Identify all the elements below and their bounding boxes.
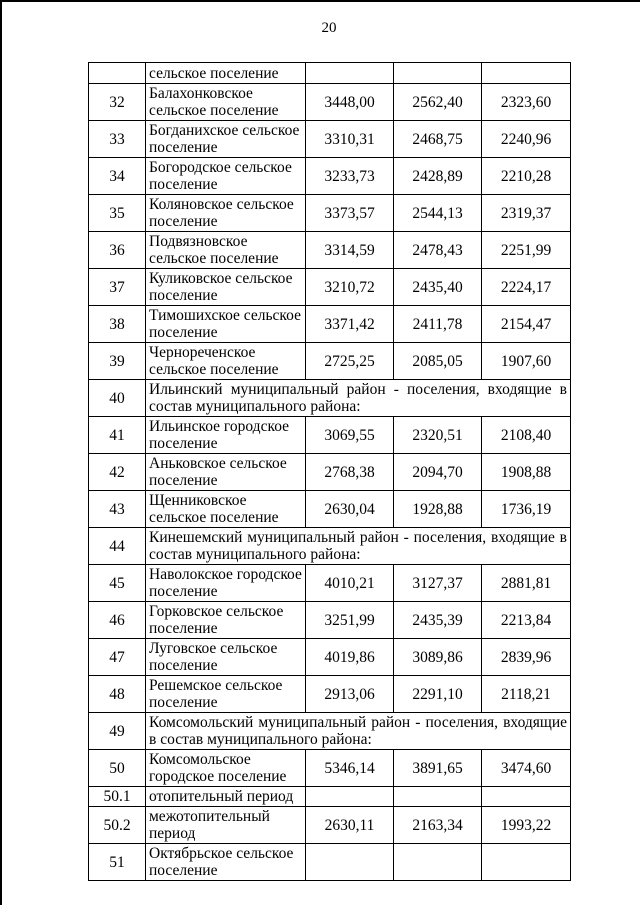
tariff-value-cell: 2118,21 [482,676,571,713]
settlement-name-cell: Комсомольское городское поселение [146,750,306,787]
tariff-value-cell: 2435,40 [394,269,482,306]
table-row [89,121,571,158]
tariff-value-cell: 2291,10 [394,676,482,713]
tariff-table-body [89,63,571,881]
scan-border-top [0,0,640,2]
table-row [89,232,571,269]
tariff-value-cell: 2630,04 [306,491,394,528]
table-row [89,343,571,380]
tariff-value-cell: 2562,40 [394,84,482,121]
settlement-name-cell: сельское поселение [146,63,306,84]
row-number-cell: 35 [89,195,146,232]
district-header-cell: Комсомольский муниципальный район - поселения, входящие в состав муниципального района: [146,713,571,750]
settlement-name-cell: межотопительный период [146,807,306,844]
settlement-name-cell: Тимошихское сельское поселение [146,306,306,343]
district-header-row [89,380,571,417]
settlement-name-cell: Горковское сельское поселение [146,602,306,639]
tariff-value-cell: 1907,60 [482,343,571,380]
row-number-cell: 43 [89,491,146,528]
table-row [89,269,571,306]
row-number-cell [89,63,146,84]
tariff-value-cell: 2085,05 [394,343,482,380]
settlement-name-cell: Октябрьское сельское поселение [146,844,306,881]
row-number-cell: 48 [89,676,146,713]
tariff-value-cell [482,63,571,84]
tariff-value-cell: 1908,88 [482,454,571,491]
settlement-name-cell: отопительный период [146,787,306,807]
table-row [89,676,571,713]
tariff-value-cell: 2094,70 [394,454,482,491]
row-number-cell: 47 [89,639,146,676]
table-row [89,454,571,491]
tariff-value-cell: 4019,86 [306,639,394,676]
tariff-value-cell: 2435,39 [394,602,482,639]
table-row [89,807,571,844]
tariff-value-cell: 3251,99 [306,602,394,639]
table-row [89,750,571,787]
row-number-cell: 50.2 [89,807,146,844]
tariff-value-cell: 5346,14 [306,750,394,787]
row-number-cell: 34 [89,158,146,195]
district-header-cell: Ильинский муниципальный район - поселения, входящие в состав муниципального района: [146,380,571,417]
row-number-cell: 36 [89,232,146,269]
settlement-name-cell: Богданихское сельское поселение [146,121,306,158]
row-number-cell: 51 [89,844,146,881]
tariff-value-cell: 2323,60 [482,84,571,121]
tariff-value-cell [306,844,394,881]
settlement-name-cell: Наволокское городское поселение [146,565,306,602]
row-number-cell: 37 [89,269,146,306]
tariff-value-cell: 2411,78 [394,306,482,343]
tariff-value-cell [306,63,394,84]
tariff-value-cell: 3089,86 [394,639,482,676]
tariff-value-cell: 2154,47 [482,306,571,343]
tariff-value-cell: 1736,19 [482,491,571,528]
tariff-value-cell: 2630,11 [306,807,394,844]
settlement-name-cell: Решемское сельское поселение [146,676,306,713]
page-number: 20 [321,20,337,36]
tariff-value-cell: 2544,13 [394,195,482,232]
tariff-value-cell [394,63,482,84]
tariff-value-cell [394,844,482,881]
settlement-name-cell: Чернореченское сельское поселение [146,343,306,380]
tariff-value-cell: 2320,51 [394,417,482,454]
tariff-value-cell [482,844,571,881]
row-number-cell: 46 [89,602,146,639]
tariff-value-cell: 2881,81 [482,565,571,602]
row-number-cell: 41 [89,417,146,454]
settlement-name-cell: Подвязновское сельское поселение [146,232,306,269]
tariff-value-cell: 3127,37 [394,565,482,602]
row-number-cell: 44 [89,528,146,565]
table-row [89,844,571,881]
row-number-cell: 32 [89,84,146,121]
table-row [89,787,571,807]
settlement-name-cell: Ильинское городское поселение [146,417,306,454]
tariff-value-cell: 3373,57 [306,195,394,232]
table-row [89,565,571,602]
tariff-value-cell: 3474,60 [482,750,571,787]
table-row [89,602,571,639]
settlement-name-cell: Аньковское сельское поселение [146,454,306,491]
tariff-value-cell: 1928,88 [394,491,482,528]
row-number-cell: 33 [89,121,146,158]
tariff-value-cell: 3210,72 [306,269,394,306]
district-header-cell: Кинешемский муниципальный район - поселения, входящие в состав муниципального района: [146,528,571,565]
table-row [89,639,571,676]
row-number-cell: 39 [89,343,146,380]
table-row [89,417,571,454]
tariff-value-cell: 2251,99 [482,232,571,269]
settlement-name-cell: Богородское сельское поселение [146,158,306,195]
row-number-cell: 45 [89,565,146,602]
tariff-value-cell: 2725,25 [306,343,394,380]
table-row [89,491,571,528]
tariff-value-cell: 2913,06 [306,676,394,713]
settlement-name-cell: Щенниковское сельское поселение [146,491,306,528]
tariff-value-cell: 2468,75 [394,121,482,158]
row-number-cell: 42 [89,454,146,491]
tariff-value-cell: 3371,42 [306,306,394,343]
row-number-cell: 50.1 [89,787,146,807]
settlement-name-cell: Куликовское сельское поселение [146,269,306,306]
tariff-value-cell: 2213,84 [482,602,571,639]
settlement-name-cell: Коляновское сельское поселение [146,195,306,232]
tariff-table [88,62,571,881]
tariff-value-cell: 4010,21 [306,565,394,602]
table-row [89,195,571,232]
scan-border-left [0,0,2,905]
tariff-value-cell: 2163,34 [394,807,482,844]
tariff-value-cell: 2240,96 [482,121,571,158]
row-number-cell: 40 [89,380,146,417]
table-row [89,158,571,195]
tariff-value-cell: 2319,37 [482,195,571,232]
settlement-name-cell: Балахонковское сельское поселение [146,84,306,121]
tariff-value-cell: 2108,40 [482,417,571,454]
tariff-value-cell: 3233,73 [306,158,394,195]
tariff-value-cell: 2478,43 [394,232,482,269]
tariff-value-cell: 2768,38 [306,454,394,491]
table-row [89,63,571,84]
table-row [89,306,571,343]
settlement-name-cell: Луговское сельское поселение [146,639,306,676]
table-row [89,84,571,121]
tariff-value-cell: 3448,00 [306,84,394,121]
tariff-value-cell: 2428,89 [394,158,482,195]
tariff-value-cell [482,787,571,807]
row-number-cell: 50 [89,750,146,787]
tariff-value-cell: 1993,22 [482,807,571,844]
row-number-cell: 38 [89,306,146,343]
row-number-cell: 49 [89,713,146,750]
tariff-value-cell: 3314,59 [306,232,394,269]
tariff-value-cell [394,787,482,807]
district-header-row [89,713,571,750]
district-header-row [89,528,571,565]
tariff-value-cell: 3891,65 [394,750,482,787]
tariff-value-cell: 2224,17 [482,269,571,306]
tariff-value-cell: 3069,55 [306,417,394,454]
tariff-value-cell: 2210,28 [482,158,571,195]
tariff-value-cell: 2839,96 [482,639,571,676]
tariff-value-cell [306,787,394,807]
tariff-value-cell: 3310,31 [306,121,394,158]
